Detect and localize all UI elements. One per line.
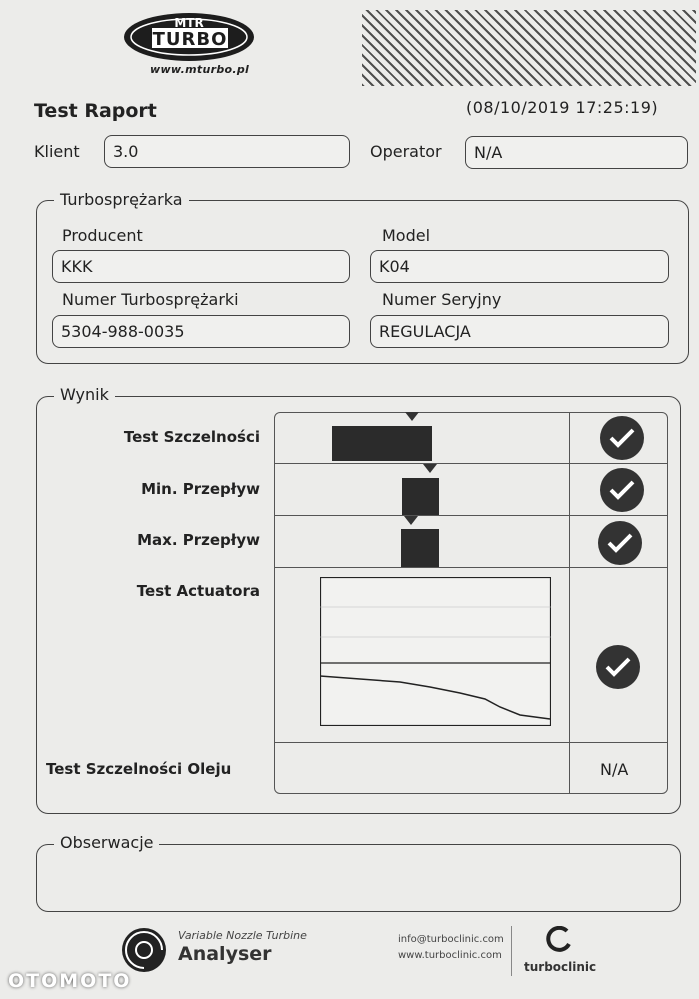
model-label: Model — [382, 226, 431, 245]
leak-test-bar — [332, 426, 432, 461]
row-label-max-flow: Max. Przepływ — [137, 531, 260, 549]
model-field — [370, 250, 669, 283]
target-marker — [404, 516, 418, 525]
row-divider — [274, 463, 668, 464]
footer-divider — [511, 926, 512, 976]
analyser-line2: Analyser — [178, 943, 272, 965]
check-icon — [596, 645, 640, 689]
logo-bottom-text: TURBO — [152, 29, 228, 50]
row-divider — [274, 515, 668, 516]
result-legend: Wynik — [54, 385, 115, 404]
row-label-leak-test: Test Szczelności — [123, 428, 260, 446]
turboclinic-logo-icon — [543, 926, 573, 956]
client-label: Klient — [34, 142, 80, 161]
actuator-plot — [320, 577, 551, 726]
row-label-min-flow: Min. Przepływ — [141, 480, 260, 498]
operator-field — [465, 136, 688, 169]
row-label-oil-leak-test: Test Szczelności Oleju — [46, 760, 232, 778]
max-flow-bar — [401, 529, 439, 567]
hatched-area — [362, 10, 696, 86]
target-marker — [405, 412, 419, 421]
model-value: K04 — [379, 257, 410, 276]
analyser-line1: Variable Nozzle Turbine — [178, 929, 307, 942]
contact-website: www.turboclinic.com — [398, 950, 502, 961]
turbo-number-field — [52, 315, 350, 348]
producer-value: KKK — [61, 257, 93, 276]
page-title: Test Raport — [34, 100, 157, 122]
row-divider — [274, 567, 668, 568]
check-icon — [600, 416, 644, 460]
serial-field — [370, 315, 669, 348]
analyser-icon — [120, 926, 168, 974]
row-label-actuator-test: Test Actuatora — [136, 582, 260, 600]
turbo-number-value: 5304-988-0035 — [61, 322, 185, 341]
target-marker — [423, 464, 437, 473]
watermark: OTOMOTO — [8, 970, 132, 992]
client-value: 3.0 — [113, 142, 139, 161]
observations-legend: Obserwacje — [54, 833, 159, 852]
check-icon — [600, 468, 644, 512]
oil-leak-status: N/A — [600, 760, 629, 779]
operator-label: Operator — [370, 142, 442, 161]
serial-label: Numer Seryjny — [382, 290, 502, 309]
observations-group — [36, 844, 681, 912]
check-icon — [598, 521, 642, 565]
mtr-turbo-logo — [122, 10, 256, 64]
serial-value: REGULACJA — [379, 322, 471, 341]
report-datetime: (08/10/2019 17:25:19) — [466, 98, 659, 117]
turbo-legend: Turbosprężarka — [54, 190, 189, 209]
min-flow-bar — [402, 478, 439, 515]
operator-value: N/A — [474, 143, 503, 162]
row-divider — [274, 742, 668, 743]
contact-email: info@turboclinic.com — [398, 934, 504, 945]
logo-url: www.mturbo.pl — [150, 63, 250, 76]
brand-name: turboclinic — [524, 960, 597, 974]
producer-label: Producent — [62, 226, 143, 245]
logo-top-text: MTR — [174, 16, 204, 30]
turbo-number-label: Numer Turbosprężarki — [62, 290, 239, 309]
status-column-divider — [569, 412, 570, 794]
client-field — [104, 135, 350, 168]
producer-field — [52, 250, 350, 283]
